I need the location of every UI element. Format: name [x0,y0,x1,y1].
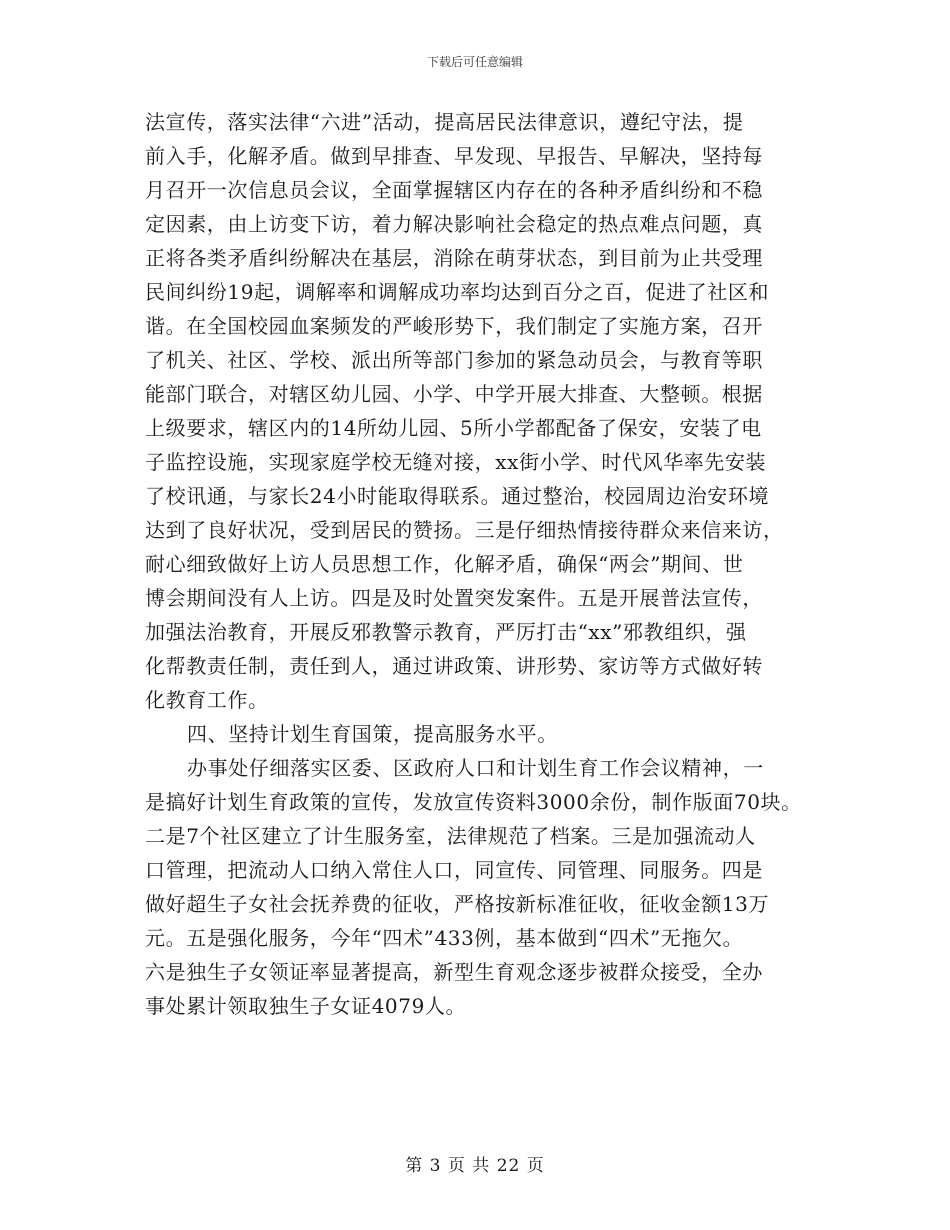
text-line: 能部门联合，对辖区幼儿园、小学、中学开展大排查、大整顿。根据 [145,382,763,406]
page-header: 下载后可任意编辑 [426,55,523,69]
text-line: 博会期间没有人上访。四是及时处置突发案件。五是开展普法宣传， [145,586,763,610]
text-line: 六是独生子女领证率显著提高，新型生育观念逐步被群众接受，全办 [145,960,763,984]
text-line: 口管理，把流动人口纳入常住人口，同宣传、同管理、同服务。四是 [145,858,763,882]
text-line: 办事处仔细落实区委、区政府人口和计划生育工作会议精神，一 [187,756,764,780]
text-line: 做好超生子女社会抚养费的征收，严格按新标准征收，征收金额13万 [145,892,770,916]
text-line: 前入手，化解矛盾。做到早排查、早发现、早报告、早解决，坚持每 [145,144,763,168]
text-line: 化教育工作。 [145,688,269,712]
text-line: 元。五是强化服务，今年“四术”433例，基本做到“四术”无拖欠。 [145,926,744,950]
text-line: 正将各类矛盾纠纷解决在基层，消除在萌芽状态，到目前为止共受理 [145,246,763,270]
text-line: 子监控设施，实现家庭学校无缝对接，xx街小学、时代风华率先安装 [145,450,767,474]
text-line: 二是7个社区建立了计生服务室，法律规范了档案。三是加强流动人 [145,824,756,848]
page-number: 第 3 页 共 22 页 [405,1156,545,1176]
section-heading: 四、坚持计划生育国策，提高服务水平。 [187,722,558,746]
text-line: 民间纠纷19起，调解率和调解成功率均达到百分之百，促进了社区和 [145,280,770,304]
text-line: 月召开一次信息员会议，全面掌握辖区内存在的各种矛盾纠纷和不稳 [145,178,763,202]
text-line: 化帮教责任制，责任到人，通过讲政策、讲形势、家访等方式做好转 [145,654,763,678]
text-line: 事处累计领取独生子女证4079人。 [145,994,467,1018]
text-line: 达到了良好状况，受到居民的赞扬。三是仔细热情接待群众来信来访， [145,518,784,542]
text-line: 耐心细致做好上访人员思想工作，化解矛盾，确保“两会”期间、世 [145,552,744,576]
text-line: 上级要求，辖区内的14所幼儿园、5所小学都配备了保安，安装了电 [145,416,762,440]
text-line: 加强法治教育，开展反邪教警示教育，严厉打击“xx”邪教组织，强 [145,620,747,644]
text-line: 了机关、社区、学校、派出所等部门参加的紧急动员会，与教育等职 [145,348,763,372]
text-line: 是搞好计划生育政策的宣传，发放宣传资料3000余份，制作版面70块。 [145,790,802,814]
text-line: 了校讯通，与家长24小时能取得联系。通过整治，校园周边治安环境 [145,484,770,508]
text-line: 法宣传，落实法律“六进”活动，提高居民法律意识，遵纪守法，提 [145,110,744,134]
text-line: 谐。在全国校园血案频发的严峻形势下，我们制定了实施方案，召开 [145,314,763,338]
text-line: 定因素，由上访变下访，着力解决影响社会稳定的热点难点问题，真 [145,212,763,236]
